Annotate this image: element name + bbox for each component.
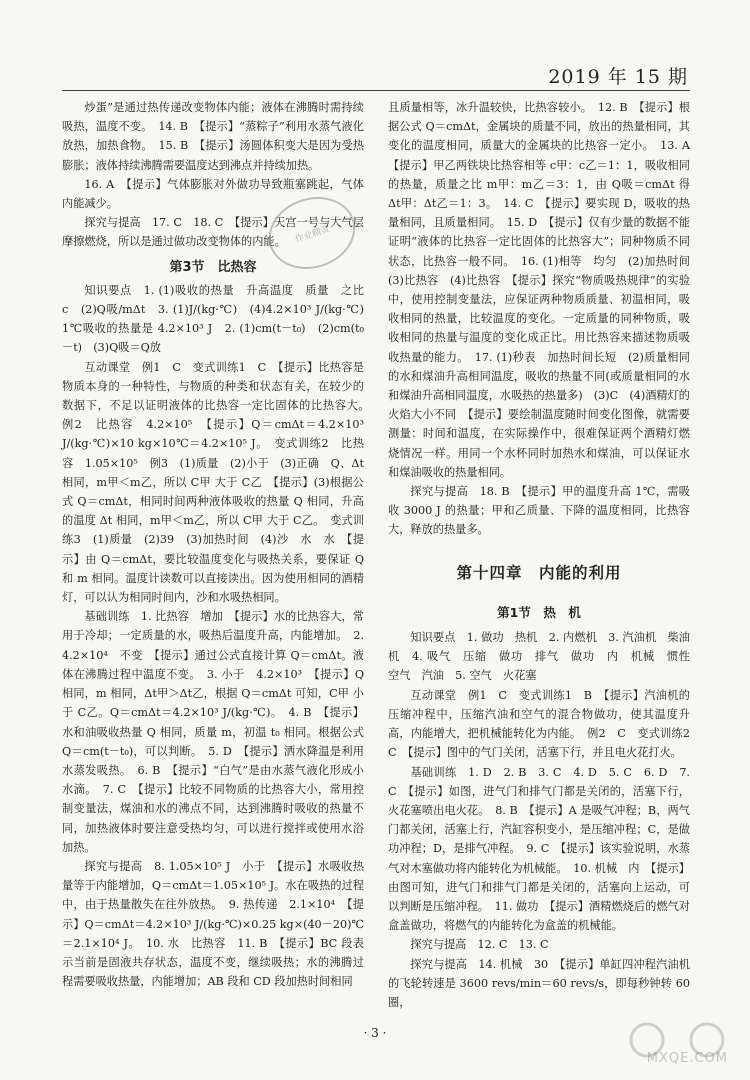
paragraph: 16. A 【提示】气体膨胀对外做功导致瓶塞跳起，气体内能减少。 xyxy=(62,177,364,211)
paragraph: 互动课堂 例1 C 变式训练1 B 【提示】汽油机的压缩冲程中，压缩汽油和空气的混合物做功，使其温度升高，内能增大，把机械能转化为内能。 例2 C 变式训练2 C 【提示】图中的气门关闭，活塞下行，并且电火花打火。 xyxy=(388,688,702,760)
page-number: · 3 · xyxy=(363,1026,387,1040)
paragraph: 知识要点 1. 做功 热机 2. 内燃机 3. 汽油机 柴油机 4. 吸气 压缩 做功 排气 做功 内 机械 惯性 空气 汽油 5. 空气 火花塞 xyxy=(388,631,702,683)
paragraph: 探究与提高 18. B 【提示】甲的温度升高 1℃，需吸收 3000 J 的热量；甲和乙质量、下降的温度相同，比热容大，释放的热量多。 xyxy=(388,485,690,537)
header-divider xyxy=(62,90,690,91)
paragraph: 探究与提高 14. 机械 30 【提示】单缸四冲程汽油机的飞轮转速是 3600 revs/min＝60 revs/s，即每秒钟转 60 圈， xyxy=(388,957,690,1009)
stamp-text: 作业精灵 xyxy=(293,224,332,245)
paragraph: 探究与提高 17. C 18. C 【提示】天宫一号与大气层摩擦燃烧，所以是通过做功改变物体的内能。 xyxy=(62,216,364,249)
watermark-text: MXQE.COM xyxy=(646,1051,728,1066)
paragraph: 基础训练 1. D 2. B 3. C 4. D 5. C 6. D 7. C 【提示】如图，进气门和排气门都是关闭的，活塞下行，火花塞喷出电火花。 8. B 【提示】A 是吸气冲程；B，两气门都关闭，活塞上行，汽缸容积变小，是压缩冲程；C，是做功冲程；D，是排气冲程。 9. C 【提示】该实验说明，水蒸气对木塞做功将内能转化为机械能。 10. 机械 内 【提示】由图可知，进气门和排气门都是关闭的，活塞向上运动，可以判断是压缩冲程。 11. 做功 【提示】酒精燃烧后的燃气对盒盖做功，将燃气的内能转化为盒盖的机械能。 xyxy=(388,765,690,933)
paragraph: 基础训练 1. 比热容 增加 【提示】水的比热容大，常用于冷却；一定质量的水，吸热后温度升高，内能增加。 2. 4.2×10⁴ 不变 【提示】通过公式直接计算 Q＝cmΔt。液体在沸腾过程中温度不变。 3. 小于 4.2×10³ 【提示】Q 相同，m 相同，Δt甲＞Δt乙，根据 Q＝cmΔt 可知，C甲 小于 C乙。Q＝cmΔt＝4.2×10³ J/(kg·℃)。 4. B 【提示】水和油吸收热量 Q 相同，质量 m，初温 t₀ 相同。根据公式 Q＝cm(t－t₀)，可以判断。 5. D 【提示】洒水降温是利用水蒸发吸热。 6. B 【提示】“白气”是由水蒸气液化形成小水滴。 7. C 【提示】比较不同物质的比热容大小，常用控制变量法，煤油和水的沸点不同，达到沸腾时吸收的热量不同，加热液体时要注意受热均匀，可以进行搅拌或使用水浴加热。 xyxy=(62,610,364,854)
chapter-title: 第十四章 内能的利用 xyxy=(456,563,622,582)
issue-label: 2019 年 15 期 xyxy=(548,66,688,88)
section-title: 第1节 热 机 xyxy=(497,604,581,620)
section-title: 第3节 比热容 xyxy=(169,259,257,275)
paragraph: 探究与提高 12. C 13. C xyxy=(410,938,549,952)
paragraph: 互动课堂 例1 C 变式训练1 C 【提示】比热容是物质本身的一种特性，与物质的种类和状态有关，在较少的数据下，不足以证明液体的比热容一定比固体的比热容大。 例2 比热容 4.2×10⁵ 【提示】Q＝cmΔt＝4.2×10³ J/(kg·℃)×10 kg×10℃＝4.2×10⁵ J。 变式训练2 比热容 1.05×10⁵ 例3 (1)质量 (2)小于 (3)正确 Q、Δt 相同，m甲＜m乙，所以 C甲 大于 C乙 【提示】(3)根据公式 Q＝cmΔt，相同时间两种液体吸收的热量 Q 相同，升高的温度 Δt 相同，m甲＜m乙，所以 C甲 大于 C乙。 变式训练3 (1)质量 (2)39 (3)加热时间 (4)沙 水 水 【提示】由 Q＝cmΔt，要比较温度变化与吸热关系，要保证 Q 和 m 相同。温度计读数可以直接读出。因为使用相同的酒精灯，可以认为相同时间内，沙和水吸热相同。 xyxy=(62,360,376,605)
paragraph: 知识要点 1. (1)吸收的热量 升高温度 质量 之比 c (2)Q吸/mΔt 3. (1)J/(kg·℃) (4)4.2×10³ J/(kg·℃) 1℃吸收的热量是 4.2×10³ J 2. (1)cm(t－t₀) (2)cm(t₀－t) (3)Q吸＝Q放 xyxy=(62,283,376,355)
paragraph: 炒蛋”是通过热传递改变物体内能；液体在沸腾时需持续吸热，温度不变。 14. B 【提示】“蒸粽子”利用水蒸气液化放热，加热食物。 15. B 【提示】汤圆体积变大是因为受热膨胀；液体持续沸腾需要温度达到沸点并持续加热。 xyxy=(62,101,364,172)
paragraph: 且质量相等，冰升温较快，比热容较小。 12. B 【提示】根据公式 Q＝cmΔt，金属块的质量不同，放出的热量相同，其变化的温度相同，质量大的金属块的比热容一定小。 13. A 【提示】甲乙两铁块比热容相等 c甲：c乙＝1：1，吸收相同的热量，质量之比 m甲：m乙＝3：1，由 Q吸＝cmΔt 得 Δt甲：Δt乙＝1：3。 14. C 【提示】要实现 D，吸收的热量相同，且质量相同。 15. D 【提示】仅有少量的数据不能证明“液体的比热容一定比固体的比热容大”；同种物质不同状态，比热容一般不同。 16. (1)相等 均匀 (2)加热时间 (3)比热容 (4)比热容 【提示】探究“物质吸热规律”的实验中，使用控制变量法，应保证两种物质质量、初温相同，吸收相同的热量，比较温度的变化。一定质量的同种物质，吸收相同的热量与温度的变化成正比。用比热容来描述物质吸收热量的能力。 17. (1)秒表 加热时间长短 (2)质量相同的水和煤油升高相同温度，吸收的热量不同(或质量相同的水和煤油升高相同温度，水吸热的热量多) (3)C (4)酒精灯的火焰大小不同 【提示】要绘制温度随时间变化图像，就需要测量：时间和温度，在实际操作中，很难保证两个酒精灯燃烧情况一样。用同一个水杯同时加热水和煤油，可以保证水和煤油吸收的热量相同。 xyxy=(388,101,702,479)
paragraph: 探究与提高 8. 1.05×10⁵ J 小于 【提示】水吸收热量等于内能增加，Q＝cmΔt＝1.05×10⁵ J。水在吸热的过程中，由于热量散失在往外放热。 9. 热传递 2.1×10⁴ 【提示】Q＝cmΔt＝4.2×10³ J/(kg·℃)×0.25 kg×(40－20)℃＝2.1×10⁴ J。 10. 水 比热容 11. B 【提示】BC 段表示当前是固液共存状态，温度不变，继续吸热；水的沸腾过程需要吸收热量，内能增加；AB 段和 CD 段加热时间相同 xyxy=(62,859,364,989)
right-column xyxy=(388,98,702,1012)
